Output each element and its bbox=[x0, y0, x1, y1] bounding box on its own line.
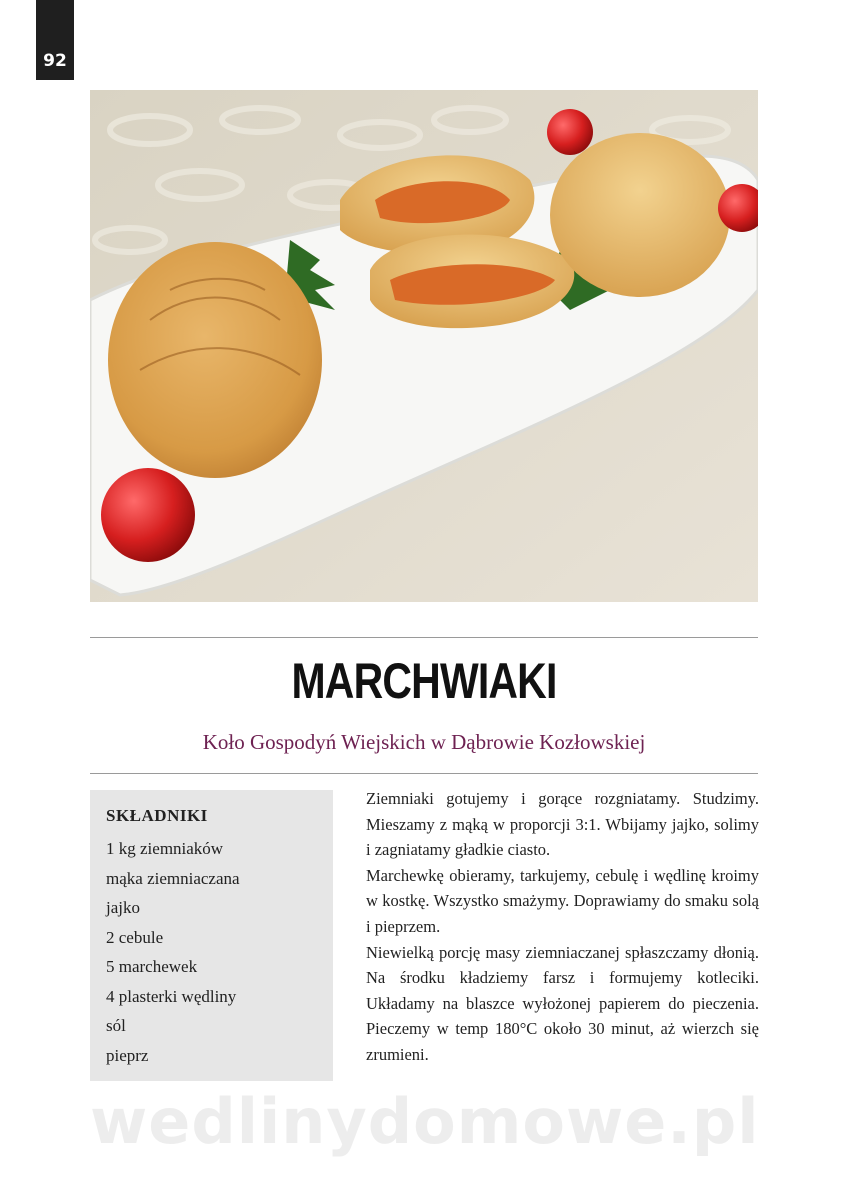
ingredients-list bbox=[106, 834, 333, 1070]
instruction-paragraph: Ziemniaki gotujemy i gorące rozgniatamy. Studzimy. Mieszamy z mąką w proporcji 3:1. Wbijamy jajko, solimy i zagniatamy gładkie ciasto. bbox=[366, 789, 759, 860]
watermark: wedlinydomowe.pl bbox=[90, 1085, 760, 1158]
food-photo-icon bbox=[90, 90, 758, 602]
recipe-author: Koło Gospodyń Wiejskich w Dąbrowie Kozłowskiej bbox=[202, 730, 646, 754]
page-number: 92 bbox=[36, 0, 74, 80]
ingredients-heading: SKŁADNIKI bbox=[106, 806, 208, 825]
list-item: 4 plasterki wędliny bbox=[106, 986, 237, 1006]
instruction-paragraph: Niewielką porcję masy ziemniaczanej spłaszczamy dłonią. Na środku kładziemy farsz i formujemy kotleciki. Układamy na blaszce wyłożonej papierem do pieczenia. Pieczemy w temp 180°C około 30 minut, aż wierzch się zrumieni. bbox=[366, 942, 759, 1064]
ingredients-box bbox=[90, 790, 333, 1081]
list-item: pieprz bbox=[106, 1045, 149, 1065]
instructions bbox=[366, 786, 759, 1068]
recipe-title: MARCHWIAKI bbox=[291, 653, 557, 709]
food-photo bbox=[90, 90, 758, 602]
list-item: jajko bbox=[106, 898, 140, 917]
list-item: 2 cebule bbox=[106, 927, 164, 947]
list-item: sól bbox=[106, 1016, 126, 1035]
list-item: mąka ziemniaczana bbox=[106, 868, 240, 888]
list-item: 5 marchewek bbox=[106, 957, 198, 976]
instruction-paragraph: Marchewkę obieramy, tarkujemy, cebulę i wędlinę kroimy w kostkę. Wszystko smażymy. Doprawiamy do smaku solą i pieprzem. bbox=[366, 865, 759, 936]
divider-bottom bbox=[90, 773, 758, 774]
list-item: 1 kg ziemniaków bbox=[106, 839, 224, 858]
divider-top bbox=[90, 637, 758, 638]
